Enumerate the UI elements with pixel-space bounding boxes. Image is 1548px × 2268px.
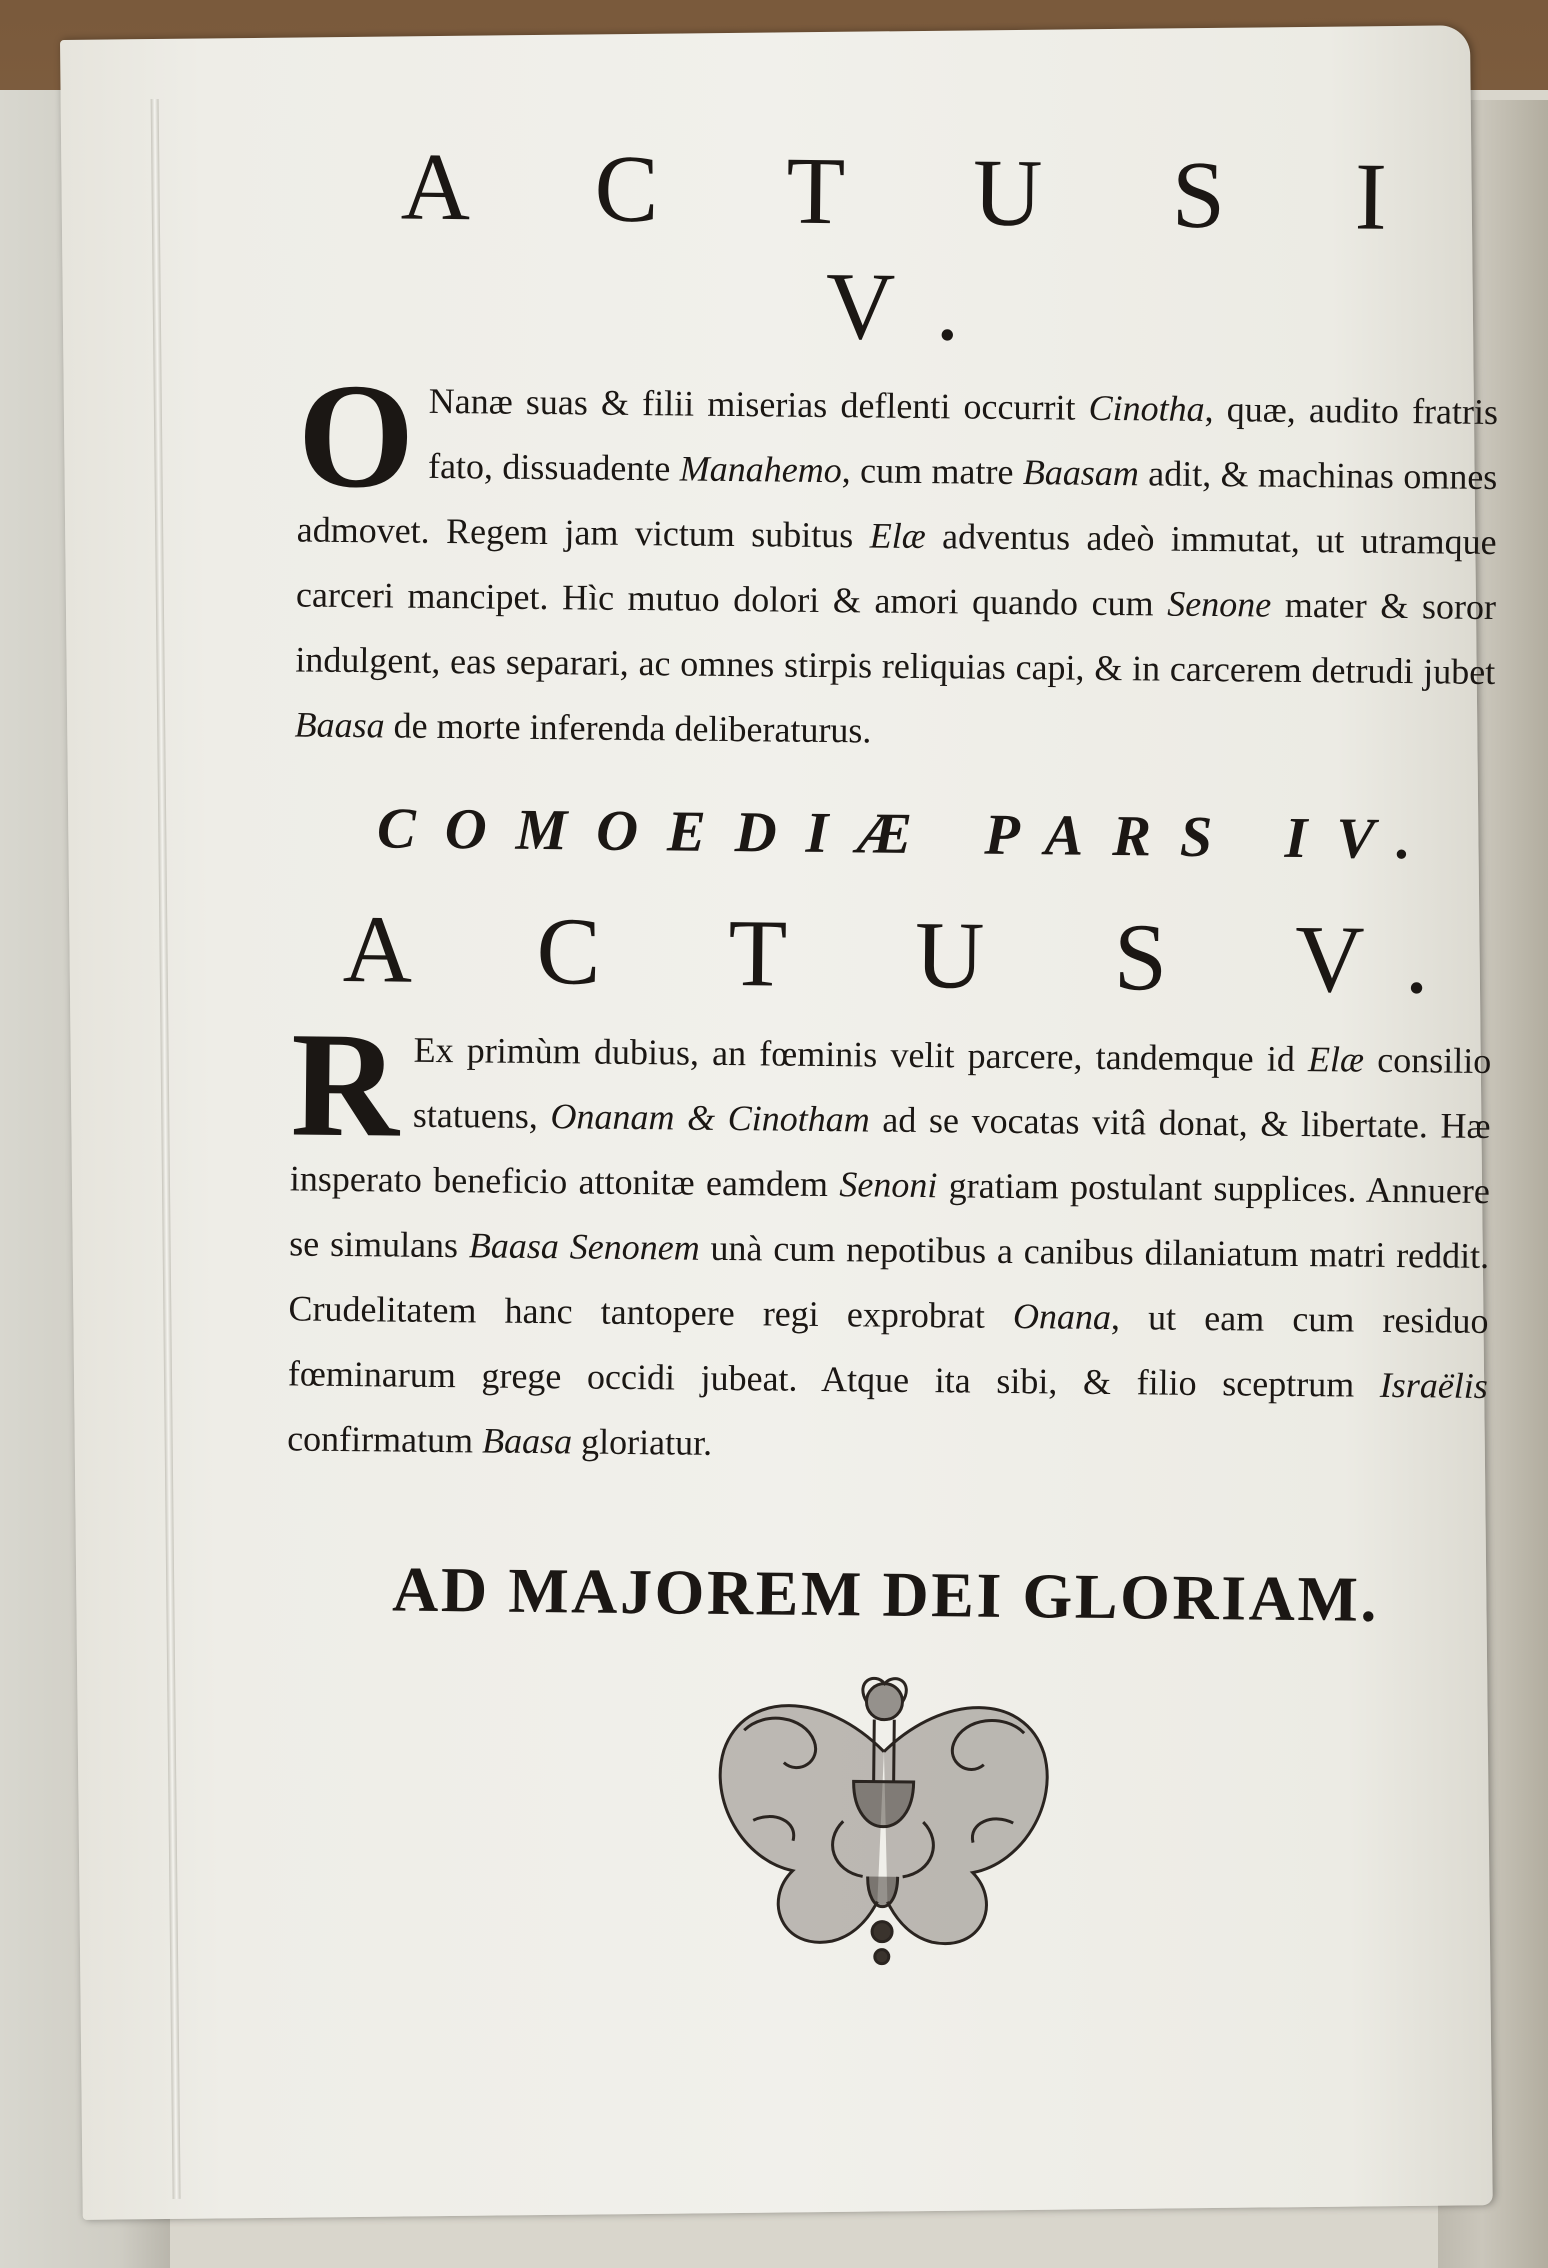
comoediae-pars-title: COMOEDIÆ PARS IV. — [376, 795, 1441, 872]
act-iv-summary: O Nanæ suas & filii miserias deflenti occurrit Cinotha, quæ, audito fratris fato, dissuadente Manahemo, cum matre Baasam adit, & machinas omnes admovet. Regem jam victum subitus Elæ adventus adeò immutat, ut utramque carceri mancipet. Hìc mutuo dolori & amori quando cum Senone mater & soror indulgent, eas separari, ac omnes stirpis reliquias capi, & in carcerem detrudi jubet Baasa de morte inferenda deliberaturus. — [294, 352, 1499, 751]
page-content — [282, 127, 1501, 1987]
act-v-title: A C T U S V. — [342, 895, 1483, 1015]
closing-motto: AD MAJOREM DEI GLORIAM. — [391, 1553, 1380, 1635]
act-v-summary: R Ex primùm dubius, an fœminis velit parcere, tandemque id Elæ consilio statuens, Onanam & Cinotham ad se vocatas vitâ donat, & libertate. Hæ insperato beneficio attonitæ eamdem Senoni gratiam postulant supplices. Annuere se simulans Baasa Senonem unà cum nepotibus a canibus dilaniatum matri reddit. Crudelitatem hanc tantopere regi exprobrat Onana, ut eam cum residuo fœminarum grege occidi jubeat. Atque ita sibi, & filio sceptrum Israëlis confirmatum Baasa gloriatur. — [286, 1000, 1492, 1463]
floral-tailpiece-icon — [702, 1669, 1065, 1983]
page-gutter — [151, 99, 181, 2199]
act-iv-dropcap: O — [296, 352, 416, 521]
printed-page — [60, 25, 1499, 2220]
act-v-dropcap: R — [290, 1000, 401, 1169]
act-iv-title: A C T U S I V. — [400, 132, 1441, 362]
